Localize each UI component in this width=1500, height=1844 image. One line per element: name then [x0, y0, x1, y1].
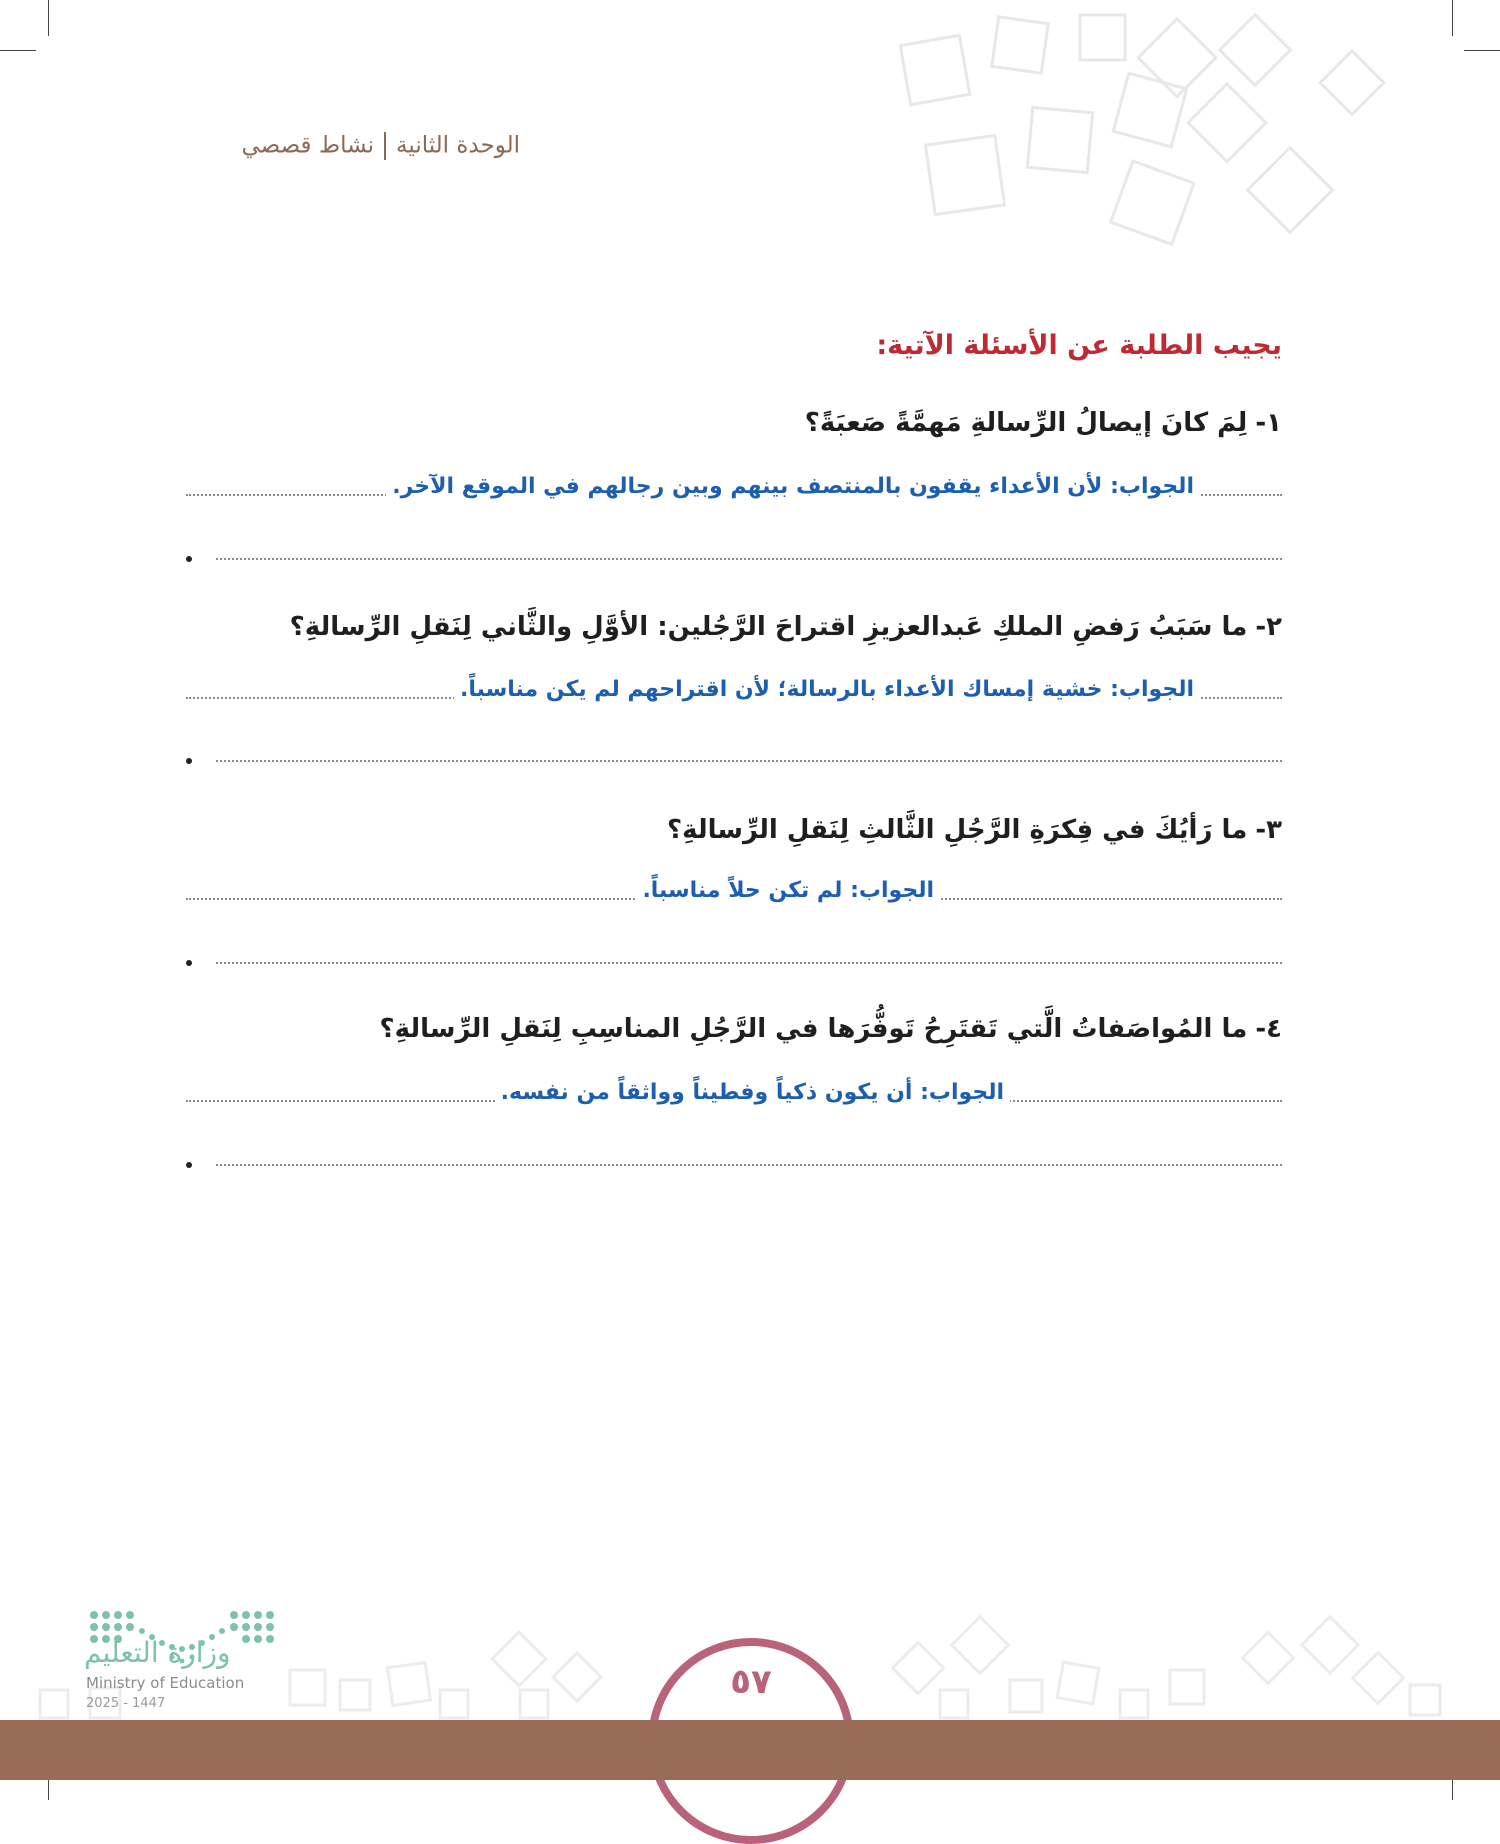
question-number: ٢- — [1255, 612, 1282, 642]
page-header — [180, 132, 520, 168]
line-bullet — [186, 960, 192, 966]
question-text: ما المُواصَفاتُ الَّتي تَقتَرِحُ تَوفُّرَها في الرَّجُلِ المناسِبِ لِنَقلِ الرِّسالةِ؟ — [379, 1014, 1248, 1044]
question-3 — [242, 815, 1282, 855]
crop-mark — [1452, 0, 1453, 36]
line-bullet — [186, 556, 192, 562]
answer-text: الجواب: خشية إمساك الأعداء بالرسالة؛ لأن اقتراحهم لم يكن مناسباً. — [454, 677, 1200, 713]
crop-mark — [48, 0, 49, 36]
footer-band — [0, 1720, 1500, 1780]
unit-title: الوحدة الثانية — [396, 132, 520, 159]
answer-line — [216, 962, 1282, 964]
question-4 — [242, 1014, 1282, 1054]
answer-text: الجواب: أن يكون ذكياً وفطيناً وواثقاً من نفسه. — [495, 1080, 1010, 1116]
question-text: لِمَ كانَ إيصالُ الرِّسالةِ مَهمَّةً صَعبَةً؟ — [804, 408, 1248, 438]
question-number: ٣- — [1255, 815, 1282, 845]
crop-mark — [0, 50, 36, 51]
page-number: ٥٧ — [730, 1662, 772, 1702]
ministry-name-english: Ministry of Education — [86, 1674, 245, 1692]
crop-mark — [1464, 50, 1500, 51]
question-number: ١- — [1255, 408, 1282, 438]
question-1 — [242, 408, 1282, 448]
line-bullet — [186, 1162, 192, 1168]
answer-text: الجواب: لأن الأعداء يقفون بالمنتصف بينهم وبين رجالهم في الموقع الآخر. — [386, 474, 1200, 510]
answer-line — [216, 1164, 1282, 1166]
header-divider — [384, 132, 386, 160]
section-title: نشاط قصصي — [241, 132, 375, 159]
question-text: ما رَأيُكَ في فِكرَةِ الرَّجُلِ الثَّالثِ لِنَقلِ الرِّسالةِ؟ — [667, 815, 1248, 845]
answer-line — [216, 760, 1282, 762]
ministry-name-arabic: وزارة التعليم — [84, 1636, 231, 1669]
answer-text: الجواب: لم تكن حلاً مناسباً. — [636, 878, 940, 914]
question-text: ما سَبَبُ رَفضِ الملكِ عَبدالعزيزِ اقتراحَ الرَّجُلين: الأوَّلِ والثَّاني لِنَقلِ الرِّسالةِ؟ — [289, 612, 1248, 642]
question-number: ٤- — [1255, 1014, 1282, 1044]
question-2 — [242, 612, 1282, 652]
answer-line — [216, 558, 1282, 560]
edition-year: 2025 - 1447 — [86, 1696, 166, 1711]
instruction-heading: يجيب الطلبة عن الأسئلة الآتية: — [876, 330, 1282, 361]
line-bullet — [186, 758, 192, 764]
